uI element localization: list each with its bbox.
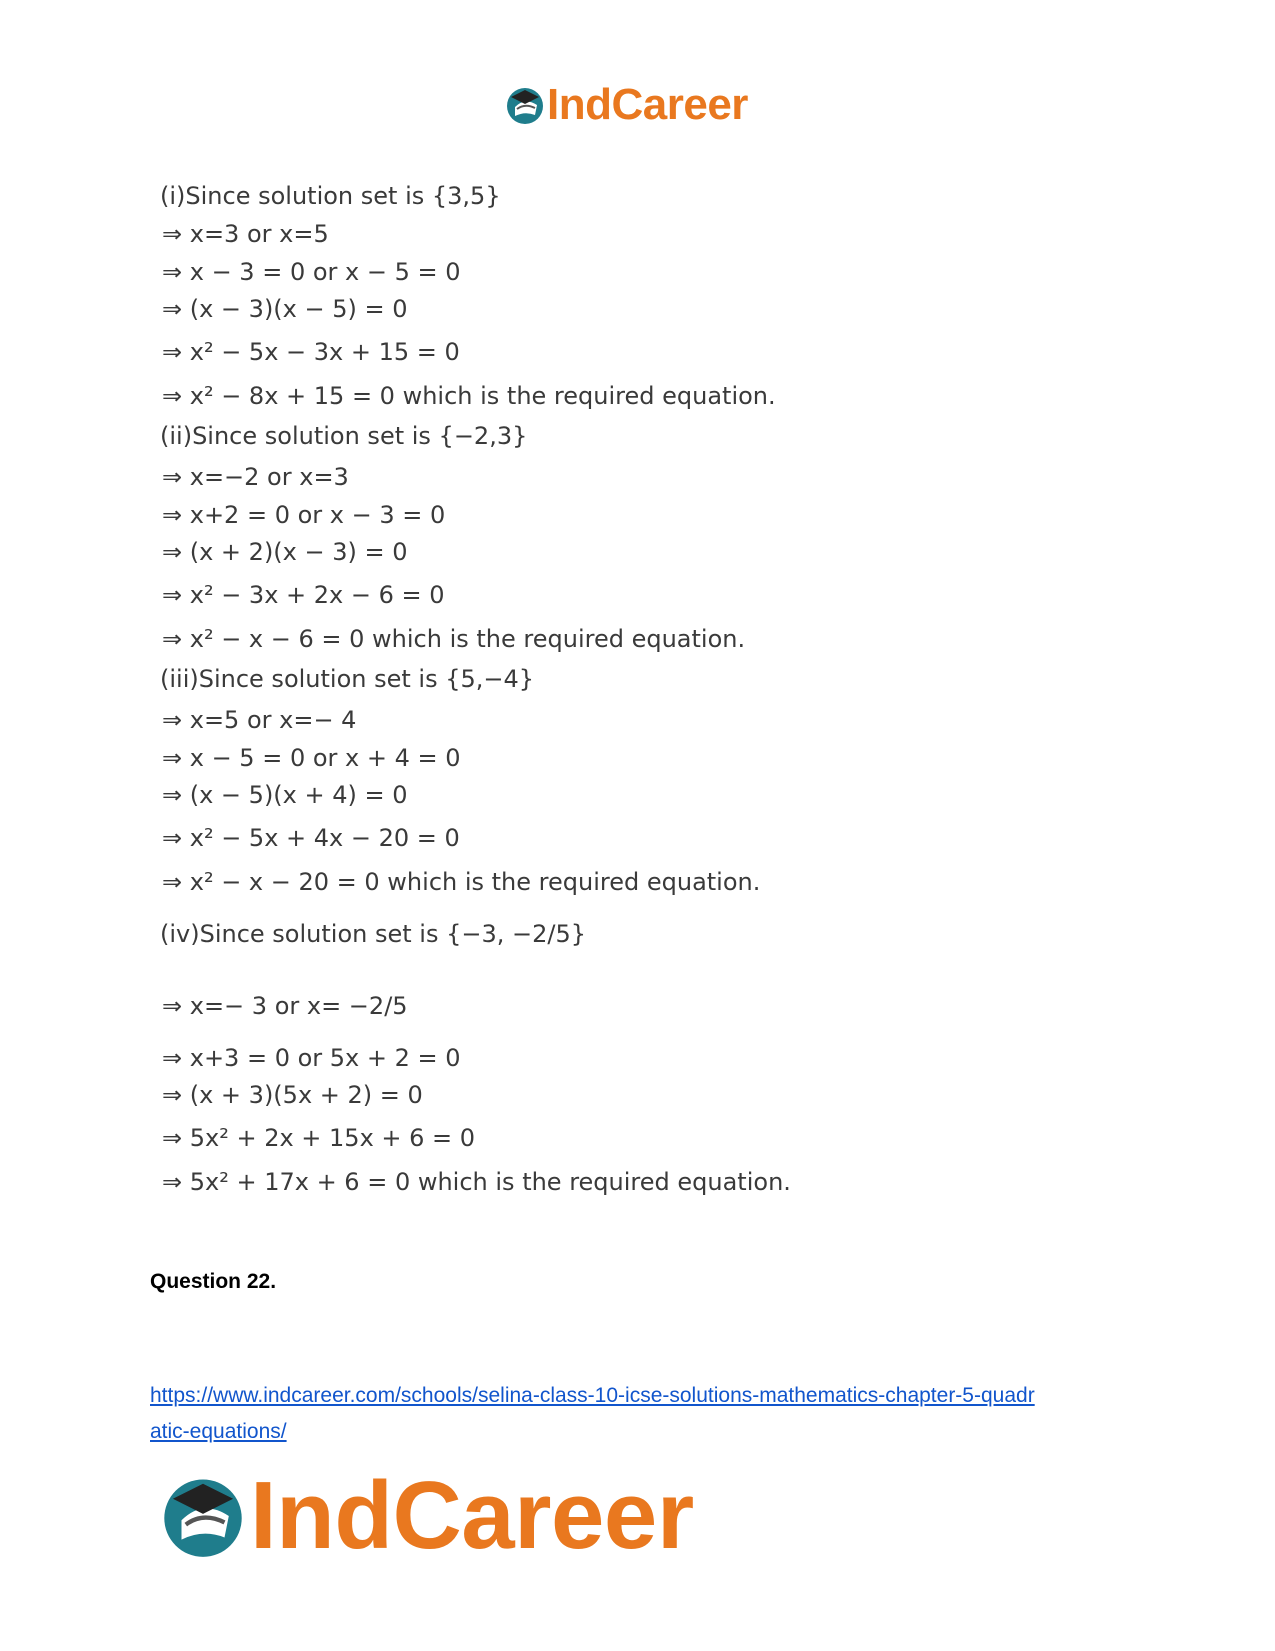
solution-line: ⇒ x − 3 = 0 or x − 5 = 0	[162, 258, 461, 286]
solution-line: (iii)Since solution set is {5,−4}	[160, 665, 535, 693]
solution-line: (ii)Since solution set is {−2,3}	[160, 422, 528, 450]
solution-line: (i)Since solution set is {3,5}	[160, 182, 501, 210]
solution-line: ⇒ 5x² + 2x + 15x + 6 = 0	[162, 1124, 476, 1152]
indcareer-logo-bottom	[160, 1462, 694, 1569]
solution-line: ⇒ x=−2 or x=3	[162, 463, 349, 491]
brand-name: IndCareer	[547, 80, 748, 129]
solution-line: ⇒ x² − 3x + 2x − 6 = 0	[162, 581, 445, 609]
source-link-line-2[interactable]: atic-equations/	[150, 1420, 287, 1443]
solution-line: (iv)Since solution set is {−3, −2/5}	[160, 920, 586, 948]
solution-line: ⇒ (x + 3)(5x + 2) = 0	[162, 1081, 423, 1109]
solution-line: ⇒ x=3 or x=5	[162, 220, 329, 248]
graduation-cap-icon	[160, 1473, 246, 1559]
solution-line: ⇒ x+3 = 0 or 5x + 2 = 0	[162, 1044, 461, 1072]
question-label: Question 22.	[150, 1270, 277, 1293]
indcareer-logo-top	[505, 80, 748, 130]
solution-line: ⇒ (x − 5)(x + 4) = 0	[162, 781, 408, 809]
source-link-line-1[interactable]: https://www.indcareer.com/schools/selina-class-10-icse-solutions-mathematics-chapter-5-quadr	[150, 1384, 1035, 1407]
solution-line: ⇒ x² − x − 6 = 0 which is the required equation.	[162, 625, 746, 653]
solution-line: ⇒ x=− 3 or x= −2/5	[162, 992, 408, 1020]
solution-line: ⇒ x² − 5x + 4x − 20 = 0	[162, 824, 460, 852]
solution-line: ⇒ x+2 = 0 or x − 3 = 0	[162, 501, 446, 529]
solution-line: ⇒ x² − 5x − 3x + 15 = 0	[162, 338, 460, 366]
solution-line: ⇒ x² − x − 20 = 0 which is the required equation.	[162, 868, 761, 896]
solution-line: ⇒ (x + 2)(x − 3) = 0	[162, 538, 408, 566]
source-link[interactable]	[150, 1378, 1140, 1450]
solution-line: ⇒ x − 5 = 0 or x + 4 = 0	[162, 744, 461, 772]
solution-line: ⇒ x² − 8x + 15 = 0 which is the required equation.	[162, 382, 776, 410]
brand-name: IndCareer	[250, 1462, 694, 1569]
solution-line: ⇒ 5x² + 17x + 6 = 0 which is the required equation.	[162, 1168, 791, 1196]
graduation-cap-icon	[505, 85, 545, 125]
solution-line: ⇒ x=5 or x=− 4	[162, 706, 357, 734]
solution-line: ⇒ (x − 3)(x − 5) = 0	[162, 295, 408, 323]
